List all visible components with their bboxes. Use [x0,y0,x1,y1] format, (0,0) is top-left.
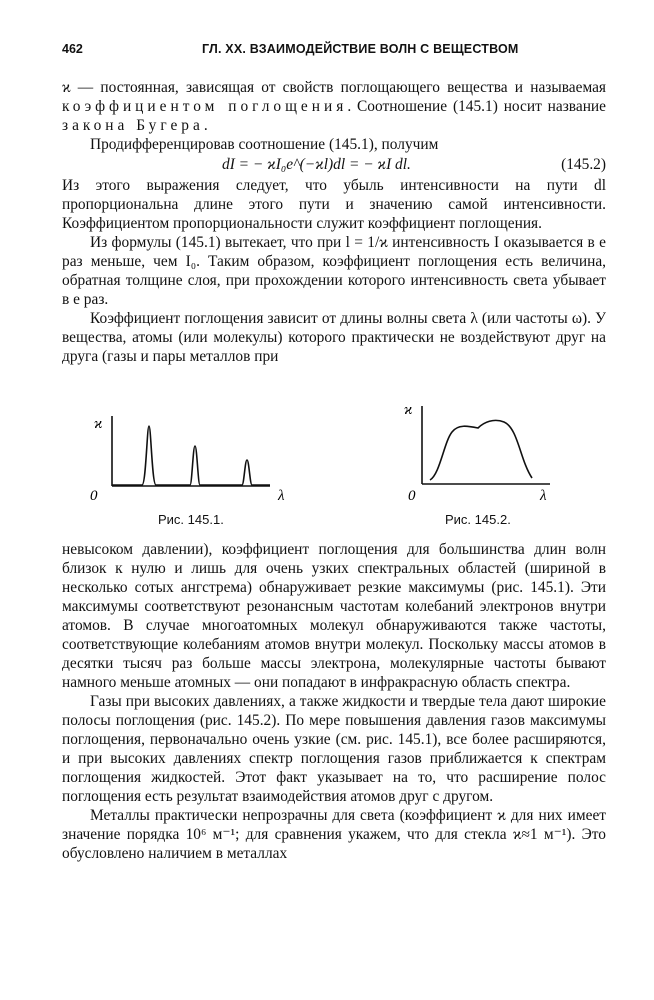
fig2-x-label: λ [540,488,547,504]
text-block-bottom [62,540,606,863]
term-bouguer-law: закона Бугера [62,117,204,134]
figure-145-1 [80,408,300,508]
equation-145-2 [62,154,606,176]
fig2-origin: 0 [408,488,416,504]
paragraph-high-pressure-gases: Газы при высоких давлениях, а также жидкости и твердые тела дают широкие полосы поглощения (рис. 145.2). По мере повышения давления газов максимумы поглощения, первоначально очень узкие (см. рис. 145.1), все более расширяются, и при высоких давлениях спектр поглощения газов приближается к спектрам поглощения жидкостей. Этот факт указывает на то, что расширение полос поглощения есть результат взаимодействия атомов друг с другом. [62,693,606,805]
paragraph-low-pressure-gases: невысоком давлении), коэффициент поглощения для большинства длин волн близок к нулю и лишь для очень узких спектральных областей (шириной в несколько сотых ангстрема) обнаруживает резкие максимумы (рис. 145.1). Эти максимумы соответствуют резонансным частотам колебаний электронов внутри атомов. В случае многоатомных молекул обнаруживаются также частоты, соответствующие колебаниям атомов внутри молекул. Поскольку массы атомов в десятки тысяч раз больше массы электрона, молекулярные частоты бывают намного меньше атомных — они попадают в инфракрасную область спектра. [62,541,606,691]
fig1-y-label: ϰ [94,416,103,432]
equation-body: dI = − ϰI₀e^(−ϰl)dl = − ϰI dl. [222,156,411,173]
paragraph-bouguer-law: ϰ — постоянная, зависящая от свойств поглощающего вещества и называемая коэффициентом поглощения. Соотношение (145.1) носит название закона Бугера. [62,79,606,134]
equation-number: (145.2) [561,156,606,173]
paragraph-wavelength-dependence: Коэффициент поглощения зависит от длины волны света λ (или частоты ω). У вещества, атомы (или молекулы) которого практически не воздействуют друг на друга (газы и пары металлов при [62,310,606,365]
fig1-absorption-peaks [112,426,270,485]
paragraph-differentiation: Продифференцировав соотношение (145.1), получим [90,136,439,153]
paragraph-formula-consequence: Из формулы (145.1) вытекает, что при l = 1/ϰ интенсивность I оказывается в e раз меньше, чем I₀. Таким образом, коэффициент поглощения есть величина, обратная толщине слоя, при прохождении которого интенсивность света убывает в e раз. [62,234,606,308]
running-header [62,42,602,62]
term-absorption-coefficient: коэффициентом поглощения [62,98,348,115]
fig2-absorption-band [430,420,532,480]
page-number: 462 [62,42,83,56]
text-block-top [62,78,606,366]
running-title: ГЛ. XX. ВЗАИМОДЕЙСТВИЕ ВОЛН С ВЕЩЕСТВОМ [202,42,519,56]
fig1-x-label: λ [278,488,285,504]
paragraph-metals: Металлы практически непрозрачны для света (коэффициент ϰ для них имеет значение порядка 10⁶ м⁻¹; для сравнения укажем, что для стекла ϰ≈1 м⁻¹). Это обусловлено наличием в металлах [62,807,606,862]
fig1-origin: 0 [90,488,98,504]
figure-145-1-caption: Рис. 145.1. [158,512,224,527]
fig2-y-label: ϰ [404,402,413,418]
paragraph-intensity-decrease: Из этого выражения следует, что убыль интенсивности на пути dl пропорциональна длине этого пути и значению самой интенсивности. Коэффициентом пропорциональности служит коэффициент поглощения. [62,177,606,232]
figure-145-2 [400,400,570,508]
figure-145-2-caption: Рис. 145.2. [445,512,511,527]
